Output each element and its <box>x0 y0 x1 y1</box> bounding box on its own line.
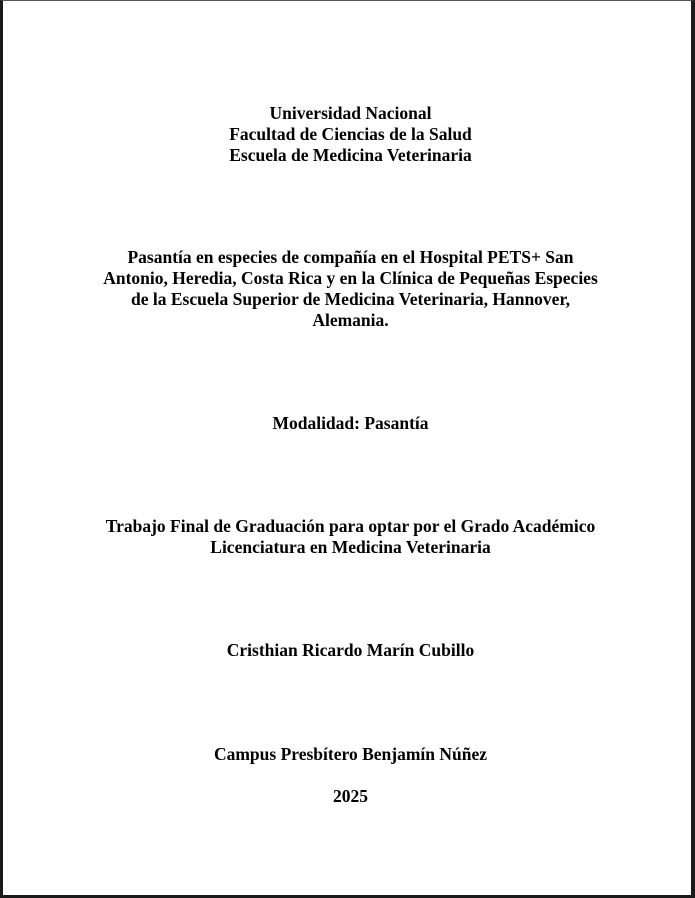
modality-text: Modalidad: Pasantía <box>272 413 429 433</box>
degree-line: Trabajo Final de Graduación para optar por el Grado Académico <box>105 516 596 536</box>
campus <box>3 744 695 765</box>
thesis-title-line: Pasantía en especies de compañía en el Hospital PETS+ San <box>127 247 574 267</box>
thesis-title-line: Antonio, Heredia, Costa Rica y en la Clínica de Pequeñas Especies <box>103 268 598 288</box>
thesis-title <box>3 247 695 331</box>
year <box>3 786 695 807</box>
year-text: 2025 <box>333 786 368 806</box>
degree-line: Licenciatura en Medicina Veterinaria <box>210 537 491 557</box>
modality <box>3 413 695 434</box>
thesis-title-line: Alemania. <box>312 310 389 330</box>
author-name: Cristhian Ricardo Marín Cubillo <box>226 640 475 660</box>
faculty-name: Facultad de Ciencias de la Salud <box>229 124 472 144</box>
campus-name: Campus Presbítero Benjamín Núñez <box>213 744 488 764</box>
degree-statement <box>3 516 695 558</box>
university-name: Universidad Nacional <box>269 103 432 123</box>
author <box>3 640 695 661</box>
institution-header <box>3 103 695 166</box>
school-name: Escuela de Medicina Veterinaria <box>229 145 472 165</box>
thesis-title-line: de la Escuela Superior de Medicina Veterinaria, Hannover, <box>131 289 570 309</box>
